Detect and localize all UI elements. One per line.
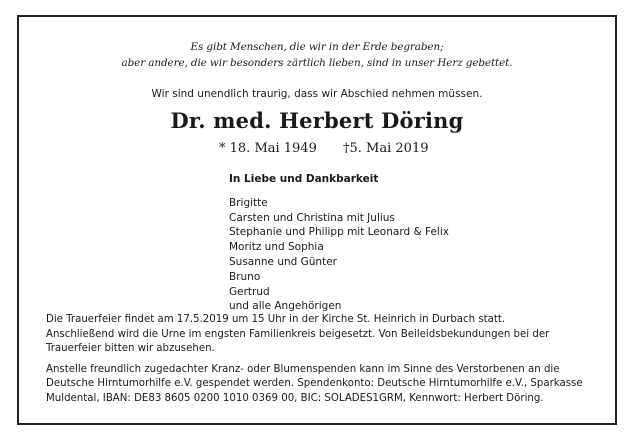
poem-line: aber andere, die wir besonders zärtlich lieben, sind in unser Herz gebettet. <box>121 56 513 69</box>
deceased-name: Dr. med. Herbert Döring <box>170 108 464 133</box>
poem <box>19 40 615 71</box>
notes <box>46 313 595 413</box>
birth-date: * 18. Mai 1949 <box>219 141 317 156</box>
mourner-item: Gertrud <box>229 285 270 298</box>
notice-line: Deutsche Hirntumorhilfe e.V. gespendet werden. Spendenkonto: Deutsche Hirntumorhilfe e.V., Sparkasse <box>46 378 583 390</box>
life-dates <box>219 141 429 156</box>
mourner-item: Brigitte <box>229 196 268 209</box>
notice-line: Die Trauerfeier findet am 17.5.2019 um 15 Uhr in der Kirche St. Heinrich in Durbach statt. <box>46 314 506 325</box>
mourner-item: Bruno <box>229 270 261 283</box>
mourner-item: und alle Angehörigen <box>229 300 342 313</box>
notice-line: Anstelle freundlich zugedachter Kranz- oder Blumenspenden kann im Sinne des Verstorbenen an die <box>46 363 560 375</box>
mourner-item: Carsten und Christina mit Julius <box>229 211 395 224</box>
funeral-notice <box>46 313 595 357</box>
poem-line: Es gibt Menschen, die wir in der Erde begraben; <box>190 41 444 53</box>
mourner-item: Moritz und Sophia <box>229 241 324 254</box>
donation-notice <box>46 363 595 407</box>
death-date: †5. Mai 2019 <box>343 141 429 156</box>
mourner-item: Stephanie und Philipp mit Leonard & Felix <box>229 226 449 239</box>
mourners-list <box>229 172 449 314</box>
mourners-lead: In Liebe und Dankbarkeit <box>229 173 379 185</box>
notice-line: Muldental, IBAN: DE83 8605 0200 1010 0369 00, BIC: SOLADES1GRM, Kennwort: Herbert Döring. <box>46 392 544 404</box>
obituary-frame <box>17 15 617 425</box>
notice-line: Anschließend wird die Urne im engsten Familienkreis beigesetzt. Von Beileidsbekundungen bei der <box>46 328 550 340</box>
mourner-item: Susanne und Günter <box>229 255 337 268</box>
notice-line: Trauerfeier bitten wir abzusehen. <box>46 343 215 355</box>
intro-text: Wir sind unendlich traurig, dass wir Abschied nehmen müssen. <box>151 88 483 100</box>
